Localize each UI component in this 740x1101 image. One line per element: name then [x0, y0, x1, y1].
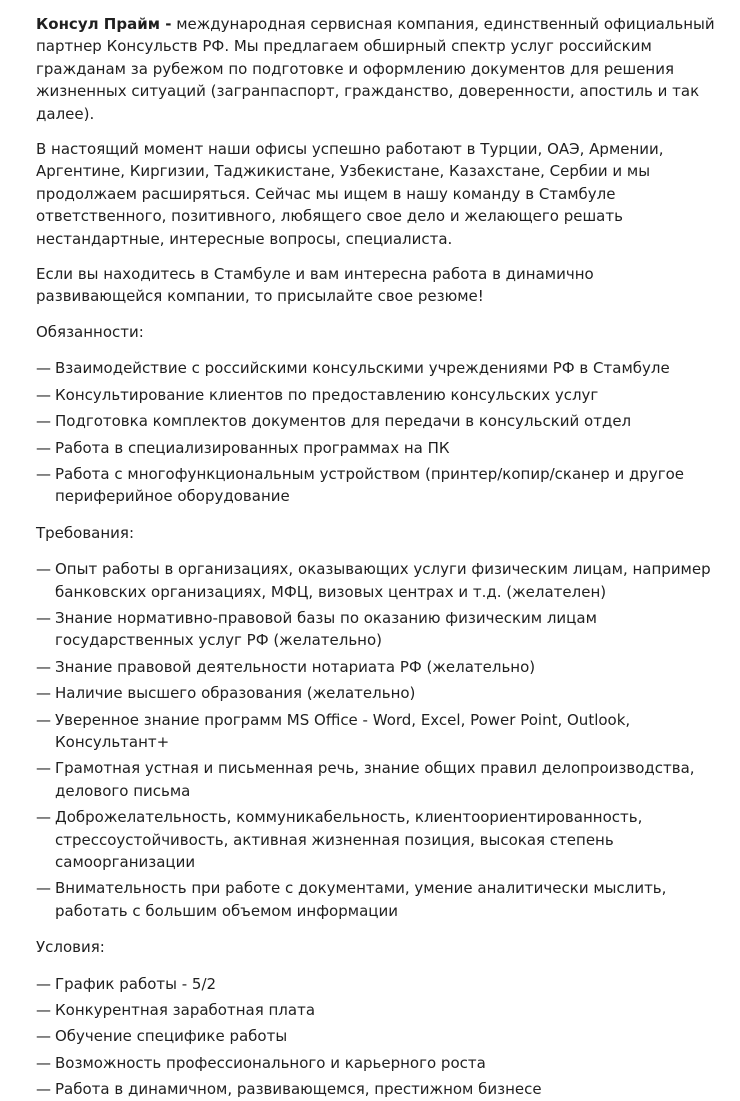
duties-list-item: [36, 384, 722, 406]
requirements-item-text: Доброжелательность, коммуникабельность, клиентоориентированность, стрессоустойчивость, активная жизненная позиция, высокая степень самоорганизации: [55, 808, 643, 871]
company-name: Консул Прайм -: [36, 15, 172, 33]
conditions-list-item: [36, 999, 722, 1021]
duties-list: [36, 357, 722, 507]
dash-marker: —: [36, 684, 51, 703]
dash-marker: —: [36, 412, 51, 431]
dash-marker: —: [36, 879, 51, 898]
conditions-list-item: [36, 1052, 722, 1074]
duties-list-item: [36, 357, 722, 379]
requirements-item-text: Внимательность при работе с документами, умение аналитически мыслить, работать с большим объемом информации: [55, 879, 667, 920]
requirements-item-text: Опыт работы в организациях, оказывающих услуги физическим лицам, например банковских организациях, МФЦ, визовых центрах и т.д. (желателен): [55, 560, 711, 601]
dash-marker: —: [36, 808, 51, 827]
dash-marker: —: [36, 1080, 51, 1099]
dash-marker: —: [36, 1027, 51, 1046]
requirements-list-item: [36, 607, 722, 652]
requirements-list-item: [36, 877, 722, 922]
dash-marker: —: [36, 385, 51, 404]
conditions-list-item: [36, 1025, 722, 1047]
requirements-item-text: Знание нормативно-правовой базы по оказанию физическим лицам государственных услуг РФ (желательно): [55, 608, 597, 650]
dash-marker: —: [36, 1053, 51, 1072]
dash-marker: —: [36, 438, 51, 457]
conditions-item-text: Конкурентная заработная плата: [55, 1001, 316, 1020]
requirements-list-item: [36, 806, 722, 873]
conditions-item-text: Возможность профессионального и карьерного роста: [55, 1053, 486, 1072]
dash-marker: —: [36, 759, 51, 778]
requirements-list-item: [36, 757, 722, 802]
dash-marker: —: [36, 1001, 51, 1020]
offices-paragraph: В настоящий момент наши офисы успешно работают в Турции, ОАЭ, Армении, Аргентине, Киргизии, Таджикистане, Узбекистане, Казахстане, Сербии и мы продолжаем расширяться. Сейчас мы ищем в нашу команду в Стамбуле ответственного, позитивного, любящего свое дело и желающего решать нестандартные, интересные вопросы, специалиста.: [36, 140, 664, 248]
intro-text: международная сервисная компания, единственный официальный партнер Консульств РФ. Мы предлагаем обширный спектр услуг российским гражданам за рубежом по подготовке и оформлению документов для решения жизненных ситуаций (загранпаспорт, гражданство, доверенности, апостиль и так далее).: [36, 15, 715, 123]
conditions-item-text: Обучение специфике работы: [55, 1027, 288, 1046]
duties-heading: Обязанности:: [36, 322, 144, 341]
requirements-list: [36, 558, 722, 922]
dash-marker: —: [36, 974, 51, 993]
dash-marker: —: [36, 657, 51, 676]
requirements-list-item: [36, 558, 722, 603]
duties-list-item: [36, 437, 722, 459]
duties-list-item: [36, 410, 722, 432]
requirements-item-text: Наличие высшего образования (желательно): [55, 684, 416, 703]
dash-marker: —: [36, 464, 51, 483]
conditions-list-item: [36, 1078, 722, 1100]
conditions-heading: Условия:: [36, 938, 105, 957]
requirements-item-text: Уверенное знание программ MS Office - Word, Excel, Power Point, Outlook, Консультант+: [55, 710, 631, 751]
conditions-list-item: [36, 973, 722, 995]
call-to-action-paragraph: Если вы находитесь в Стамбуле и вам интересна работа в динамично развивающейся компании, то присылайте свое резюме!: [36, 265, 594, 306]
requirements-list-item: [36, 656, 722, 678]
dash-marker: —: [36, 560, 51, 579]
conditions-list: [36, 973, 722, 1101]
requirements-list-item: [36, 709, 722, 754]
conditions-item-text: График работы - 5/2: [55, 974, 217, 993]
duties-item-text: Взаимодействие с российскими консульскими учреждениями РФ в Стамбуле: [55, 359, 670, 378]
duties-item-text: Подготовка комплектов документов для передачи в консульский отдел: [55, 412, 632, 431]
requirements-list-item: [36, 682, 722, 704]
duties-item-text: Работа в специализированных программах на ПК: [55, 438, 450, 457]
duties-item-text: Консультирование клиентов по предоставлению консульских услуг: [55, 385, 599, 404]
requirements-item-text: Знание правовой деятельности нотариата РФ (желательно): [55, 657, 536, 676]
requirements-item-text: Грамотная устная и письменная речь, знание общих правил делопроизводства, делового письма: [55, 759, 695, 800]
requirements-heading: Требования:: [36, 523, 135, 542]
dash-marker: —: [36, 608, 51, 627]
duties-item-text: Работа с многофункциональным устройством (принтер/копир/сканер и другое периферийное оборудование: [55, 464, 685, 506]
dash-marker: —: [36, 359, 51, 378]
duties-list-item: [36, 463, 722, 508]
dash-marker: —: [36, 710, 51, 729]
intro-paragraph: [36, 13, 722, 125]
conditions-item-text: Работа в динамичном, развивающемся, престижном бизнесе: [55, 1080, 542, 1099]
